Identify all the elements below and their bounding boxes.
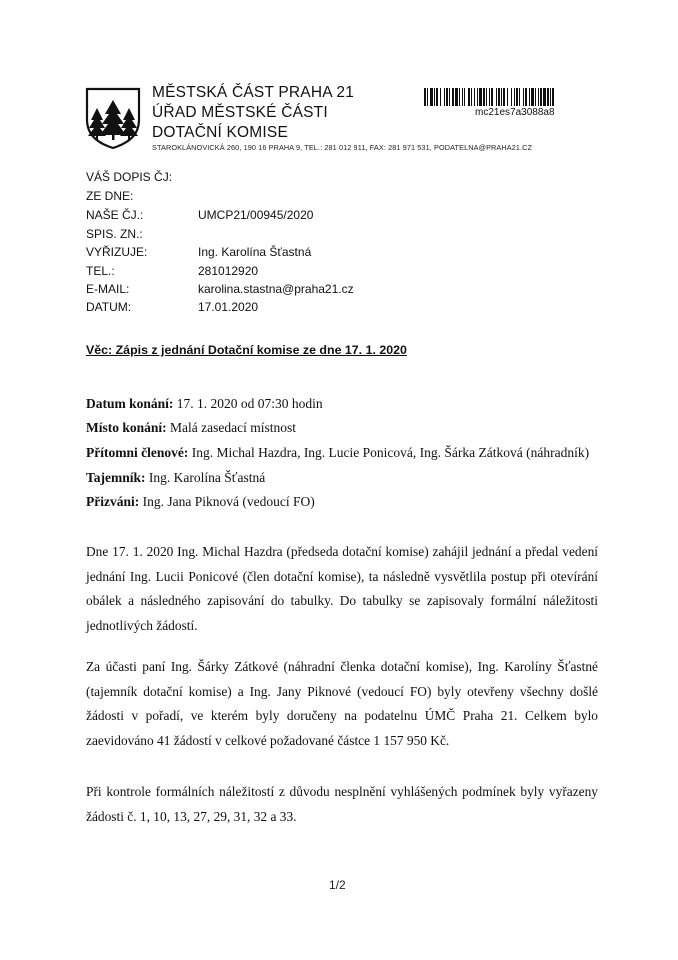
meta-value: UMCP21/00945/2020 bbox=[198, 208, 314, 222]
office-address: STAROKLÁNOVICKÁ 260, 190 16 PRAHA 9, TEL.: 281 012 911, FAX: 281 971 531, PODATELNA@PRAHA21.CZ bbox=[152, 143, 533, 152]
meta-value: 17.01.2020 bbox=[198, 300, 259, 314]
info-value: 17. 1. 2020 od 07:30 hodin bbox=[173, 396, 323, 411]
info-label: Přizváni: bbox=[86, 494, 140, 509]
info-value: Malá zasedací místnost bbox=[166, 420, 296, 435]
meta-value: 281012920 bbox=[198, 264, 259, 278]
info-label: Přítomni členové: bbox=[86, 445, 189, 460]
meta-label: DATUM: bbox=[86, 300, 132, 314]
info-label: Tajemník: bbox=[86, 470, 146, 485]
header-line-3: DOTAČNÍ KOMISE bbox=[152, 124, 288, 141]
info-line-datum bbox=[86, 396, 323, 412]
meta-label: VÁŠ DOPIS ČJ: bbox=[86, 170, 173, 184]
municipal-crest-icon bbox=[84, 86, 142, 150]
meta-label: VYŘIZUJE: bbox=[86, 245, 148, 259]
info-line-misto bbox=[86, 420, 296, 436]
barcode bbox=[424, 88, 598, 106]
page-number: 1/2 bbox=[329, 878, 346, 892]
info-value: Ing. Jana Piknová (vedoucí FO) bbox=[139, 494, 315, 509]
meta-value: karolina.stastna@praha21.cz bbox=[198, 282, 354, 296]
paragraph: Za účasti paní Ing. Šárky Zátkové (náhradní členka dotační komise), Ing. Karolíny Šťastné (tajemník dotační komise) a Ing. Jany Piknové (vedoucí FO) byly otevřeny všechny došlé žádosti v pořadí, ve kterém byly doručeny na podatelnu ÚMČ Praha 21. Celkem bylo zaevidováno 41 žádostí v celkové požadované částce 1 157 950 Kč. bbox=[86, 659, 598, 748]
barcode-text: mc21es7a3088a8 bbox=[475, 107, 555, 118]
info-value: Ing. Karolína Šťastná bbox=[145, 470, 266, 485]
header-line-2: ÚŘAD MĚSTSKÉ ČÁSTI bbox=[152, 104, 328, 121]
meta-value: Ing. Karolína Šťastná bbox=[198, 245, 312, 259]
info-line-prizvani bbox=[86, 494, 315, 510]
header-line-1: MĚSTSKÁ ČÁST PRAHA 21 bbox=[152, 84, 355, 101]
info-line-tajemnik bbox=[86, 470, 265, 486]
info-label: Místo konání: bbox=[86, 420, 167, 435]
info-line-pritomni bbox=[86, 445, 589, 461]
meta-label: ZE DNE: bbox=[86, 189, 134, 203]
meta-label: TEL.: bbox=[86, 264, 115, 278]
meta-label: E-MAIL: bbox=[86, 282, 130, 296]
meta-label: SPIS. ZN.: bbox=[86, 227, 143, 241]
info-value: Ing. Michal Hazdra, Ing. Lucie Ponicová, Ing. Šárka Zátková (náhradník) bbox=[188, 445, 590, 460]
paragraph: Dne 17. 1. 2020 Ing. Michal Hazdra (předseda dotační komise) zahájil jednání a předal vedení jednání Ing. Lucii Ponicové (člen dotační komise), ta následně vysvětlila postup při otevírání obálek a následného zapisování do tabulky. Do tabulky se zapisovaly formální náležitosti jednotlivých žádostí. bbox=[86, 544, 598, 633]
info-label: Datum konání: bbox=[86, 396, 174, 411]
meta-label: NAŠE ČJ.: bbox=[86, 208, 144, 222]
paragraph: Při kontrole formálních náležitostí z důvodu nesplnění vyhlášených podmínek byly vyřazeny žádosti č. 1, 10, 13, 27, 29, 31, 32 a 33. bbox=[86, 784, 598, 824]
subject-line: Věc: Zápis z jednání Dotační komise ze dne 17. 1. 2020 bbox=[86, 343, 407, 357]
